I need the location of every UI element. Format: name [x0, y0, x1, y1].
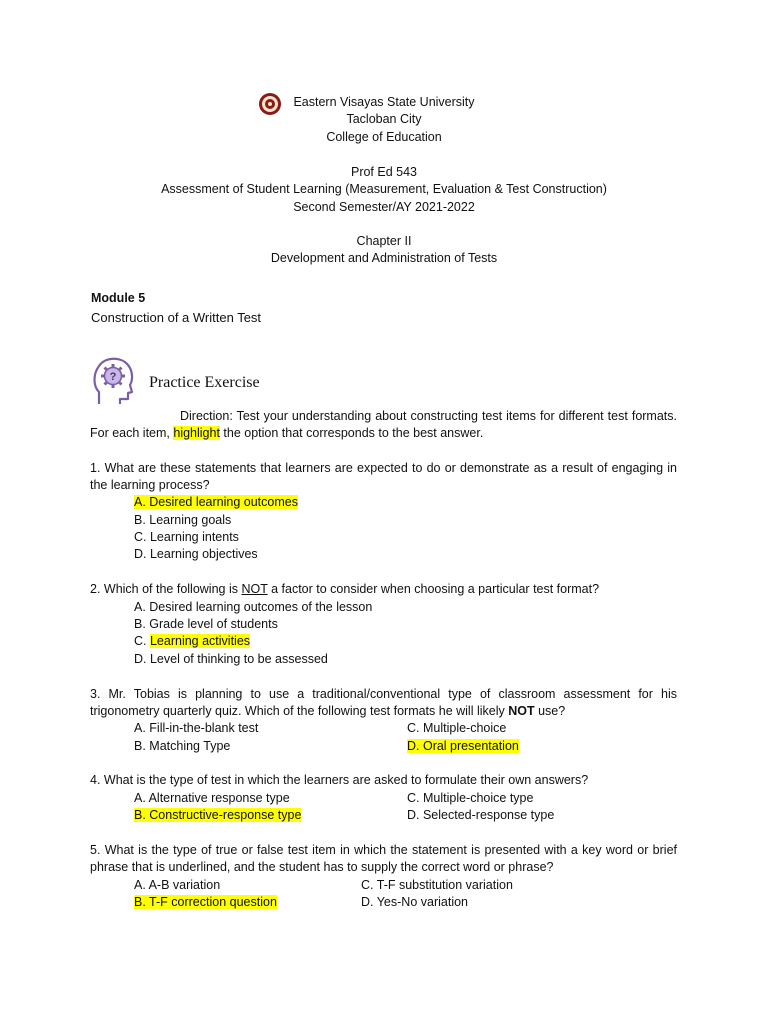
- q2-option-c: C. Learning activities: [134, 634, 251, 648]
- q3-option-b: B. Matching Type: [134, 739, 231, 753]
- svg-text:?: ?: [109, 371, 117, 383]
- q1-option-a: A. Desired learning outcomes: [134, 495, 298, 509]
- direction-highlight-word: highlight: [173, 426, 220, 440]
- question-2-text: 2. Which of the following is NOT a factor to consider when choosing a particular test format?: [90, 582, 600, 596]
- q4-option-a: A. Alternative response type: [134, 791, 290, 805]
- q1-option-b: B. Learning goals: [134, 513, 232, 527]
- chapter: Chapter II: [356, 234, 412, 248]
- q5-option-a: A. A-B variation: [134, 878, 221, 892]
- module-title: Construction of a Written Test: [91, 310, 262, 325]
- q2-not-emphasis: NOT: [241, 582, 268, 596]
- question-3-text: 3. Mr. Tobias is planning to use a traditional/conventional type of classroom assessment for his trigonometry quarterly quiz. Which of the following test formats he will likely NOT use?: [90, 687, 677, 718]
- question-5-text: 5. What is the type of true or false test item in which the statement is presented with a key word or brief phrase that is underlined, and the student has to supply the correct word or phrase?: [90, 843, 677, 874]
- course-title: Assessment of Student Learning (Measurement, Evaluation & Test Construction): [161, 182, 607, 196]
- university-name: Eastern Visayas State University: [293, 95, 475, 109]
- q3-option-d: D. Oral presentation: [407, 739, 519, 753]
- q1-option-c: C. Learning intents: [134, 530, 239, 544]
- q3-option-a: A. Fill-in-the-blank test: [134, 721, 259, 735]
- semester: Second Semester/AY 2021-2022: [293, 200, 475, 214]
- chapter-title: Development and Administration of Tests: [270, 251, 498, 265]
- course-code: Prof Ed 543: [350, 165, 417, 179]
- q5-option-d: D. Yes-No variation: [361, 895, 469, 909]
- college-name: College of Education: [326, 130, 442, 144]
- q5-option-b: B. T-F correction question: [134, 895, 277, 909]
- question-4-text: 4. What is the type of test in which the learners are asked to formulate their own answers?: [90, 773, 589, 787]
- direction-paragraph: [90, 408, 677, 442]
- direction-text-start: Direction: Test your understanding about constructing test items for different test formats. For each item,: [90, 409, 677, 440]
- module-label: Module 5: [91, 291, 146, 305]
- q2-option-a: A. Desired learning outcomes of the lesson: [134, 600, 373, 614]
- q4-option-b: B. Constructive-response type: [134, 808, 302, 822]
- city-name: Tacloban City: [346, 112, 422, 126]
- q3-not-emphasis: NOT: [508, 704, 535, 718]
- q3-option-c: C. Multiple-choice: [407, 721, 507, 735]
- head-gear-question-icon: [91, 352, 135, 408]
- question-1-text: 1. What are these statements that learners are expected to do or demonstrate as a result of engaging in the learning process?: [90, 461, 677, 492]
- direction-text-end: the option that corresponds to the best answer.: [219, 426, 484, 440]
- practice-exercise-title: Practice Exercise: [149, 374, 260, 391]
- q1-option-d: D. Learning objectives: [134, 547, 258, 561]
- q4-option-d: D. Selected-response type: [407, 808, 555, 822]
- q4-option-c: C. Multiple-choice type: [407, 791, 534, 805]
- q2-option-b: B. Grade level of students: [134, 617, 278, 631]
- q2-option-d: D. Level of thinking to be assessed: [134, 652, 328, 666]
- q5-option-c: C. T-F substitution variation: [361, 878, 513, 892]
